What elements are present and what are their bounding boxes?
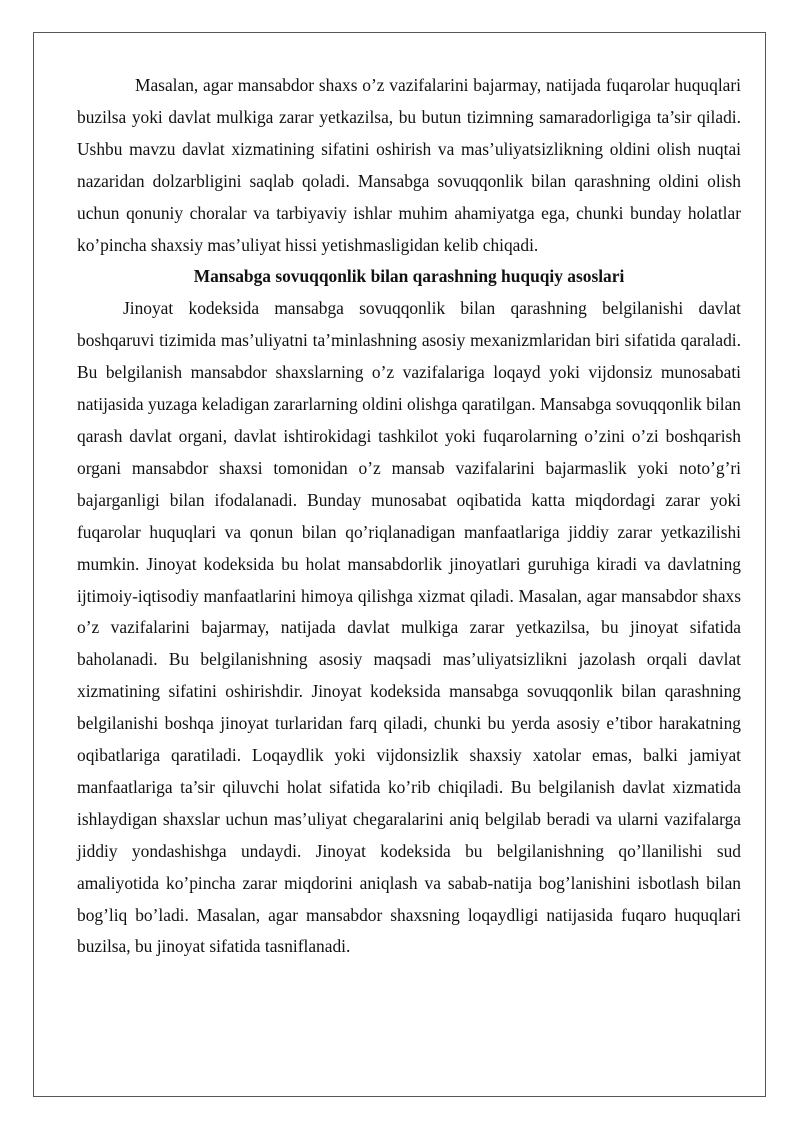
paragraph-intro: Masalan, agar mansabdor shaxs o’z vazifalarini bajarmay, natijada fuqarolar huquqlari buzilsa yoki davlat mulkiga zarar yetkazilsa, bu butun tizimning samaradorligiga ta’sir qiladi. Ushbu mavzu davlat xizmatining sifatini oshirish va mas’uliyatsizlikning oldini olish nuqtai nazaridan dolzarbligini saqlab qoladi. Mansabga sovuqqonlik bilan qarashning oldini olish uchun qonuniy choralar va tarbiyaviy ishlar muhim ahamiyatga ega, chunki bunday holatlar ko’pincha shaxsiy mas’uliyat hissi yetishmasligidan kelib chiqadi. (77, 75, 741, 255)
document-body (77, 70, 741, 963)
paragraph-legal-basis: Jinoyat kodeksida mansabga sovuqqonlik bilan qarashning belgilanishi davlat boshqaruvi tizimida mas’uliyatni ta’minlashning asosiy mexanizmlaridan biri sifatida qaraladi. Bu belgilanish mansabdor shaxslarning o’z vazifalariga loqayd yoki vijdonsiz munosabati natijasida yuzaga keladigan zararlarning oldini olishga qaratilgan. Mansabga sovuqqonlik bilan qarash davlat organi, davlat ishtirokidagi tashkilot yoki fuqarolarning o’zini o’zi boshqarish organi mansabdor shaxsi tomonidan o’z mansab vazifalarini bajarmaslik yoki noto’g’ri bajarganligi bilan ifodalanadi. Bunday munosabat oqibatida katta miqdordagi zarar yoki fuqarolar huquqlari va qonun bilan qo’riqlanadigan manfaatlariga jiddiy zarar yetkazilishi mumkin. Jinoyat kodeksida bu holat mansabdorlik jinoyatlari guruhiga kiradi va davlatning ijtimoiy-iqtisodiy manfaatlarini himoya qilishga xizmat qiladi. Masalan, agar mansabdor shaxs o’z vazifalarini bajarmay, natijada davlat mulkiga zarar yetkazilsa, bu jinoyat sifatida baholanadi. Bu belgilanishning asosiy maqsadi mas’uliyatsizlikni jazolash orqali davlat xizmatining sifatini oshirishdir. Jinoyat kodeksida mansabga sovuqqonlik bilan qarashning belgilanishi boshqa jinoyat turlaridan farq qiladi, chunki bu yerda asosiy e’tibor harakatning oqibatlariga qaratiladi. Loqaydlik yoki vijdonsizlik shaxsiy xatolar emas, balki jamiyat manfaatlariga ta’sir qiluvchi holat sifatida ko’rib chiqiladi. Bu belgilanish davlat xizmatida ishlaydigan shaxslar uchun mas’uliyat chegaralarini aniq belgilab beradi va ularni vazifalarga jiddiy yondashishga undaydi. Jinoyat kodeksida bu belgilanishning qo’llanilishi sud amaliyotida ko’pincha zarar miqdorini aniqlash va sabab-natija bog’lanishini isbotlash bilan bog’liq bo’ladi. Masalan, agar mansabdor shaxsning loqaydligi natijasida fuqaro huquqlari buzilsa, bu jinoyat sifatida tasniflanadi. (77, 298, 741, 957)
section-heading: Mansabga sovuqqonlik bilan qarashning huquqiy asoslari (193, 266, 625, 287)
